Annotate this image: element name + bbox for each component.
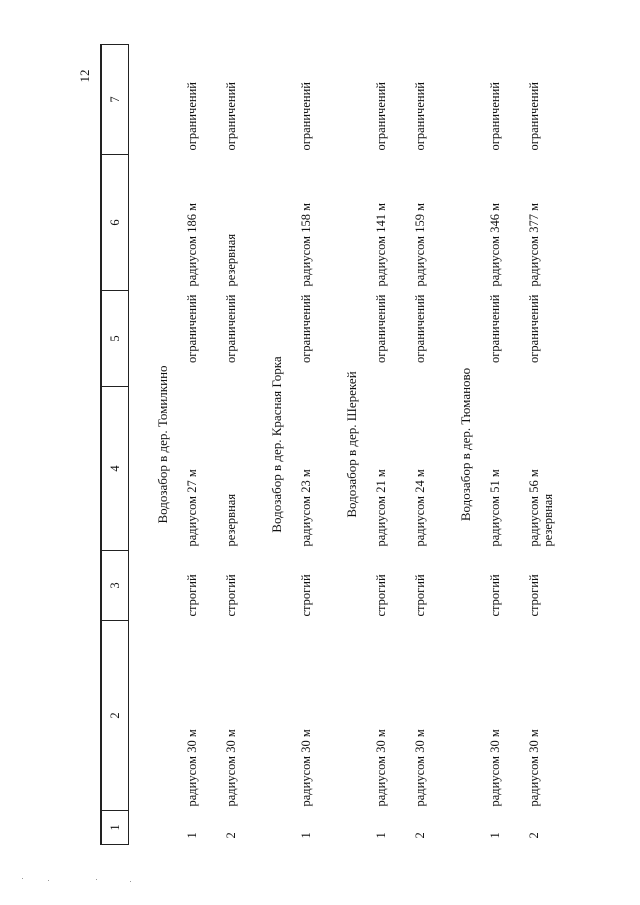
zone2-cell: резервная [224, 493, 238, 547]
regime2-cell: ограничений [299, 294, 313, 363]
header-col-7: 7 [101, 45, 129, 155]
header-col-1: 1 [101, 811, 129, 845]
belt-cell: строгий [374, 574, 388, 617]
zone3-cell: радиусом 158 м [299, 203, 313, 287]
zone3-cell: резервная [224, 233, 238, 287]
zone1-cell: радиусом 30 м [185, 729, 199, 807]
table-row [523, 45, 562, 845]
belt-cell: строгий [299, 574, 313, 617]
row-number: 2 [224, 832, 238, 839]
zone1-cell: радиусом 30 м [488, 729, 502, 807]
table-row [370, 45, 409, 845]
regime3-cell: ограничений [413, 82, 427, 151]
scan-speck [48, 880, 49, 881]
section-title-tyumanovo: Водозабор в дер. Тюманово [458, 367, 473, 522]
zone1-cell: радиусом 30 м [224, 729, 238, 807]
section-title-row [259, 45, 295, 845]
zone1-cell: радиусом 30 м [299, 729, 313, 807]
zone3-cell: радиусом 346 м [488, 203, 502, 287]
header-row [101, 45, 129, 845]
zone3-cell: радиусом 159 м [413, 203, 427, 287]
regime2-cell: ограничений [413, 294, 427, 363]
scan-speck [22, 878, 23, 879]
zone2-cell: радиусом 24 м [413, 469, 427, 547]
table-row [295, 45, 334, 845]
row-number: 1 [185, 832, 199, 839]
belt-cell: строгий [413, 574, 427, 617]
section-title-row [145, 45, 181, 845]
zone1-cell: радиусом 30 м [527, 729, 541, 807]
regime3-cell: ограничений [185, 82, 199, 151]
table-row [181, 45, 220, 845]
regime2-cell: ограничений [527, 294, 541, 363]
zone1-cell: радиусом 30 м [374, 729, 388, 807]
table-row [220, 45, 259, 845]
regime3-cell: ограничений [299, 82, 313, 151]
rotated-table-wrapper [100, 45, 555, 845]
regime2-cell: ограничений [374, 294, 388, 363]
section-title-sherekey: Водозабор в дер. Шерекей [344, 371, 359, 518]
header-col-5: 5 [101, 291, 129, 387]
scan-speck [96, 879, 97, 880]
table-row [484, 45, 523, 845]
header-col-2: 2 [101, 621, 129, 811]
section-title-row [334, 45, 370, 845]
regime3-cell: ограничений [224, 82, 238, 151]
zone2-cell: радиусом 21 м [374, 469, 388, 547]
zone2-reserve-note: резервная [541, 493, 555, 547]
regime2-cell: ограничений [488, 294, 502, 363]
zone3-cell: радиусом 141 м [374, 203, 388, 287]
belt-cell: строгий [185, 574, 199, 617]
belt-cell: строгий [527, 574, 541, 617]
zone3-cell: радиусом 377 м [527, 203, 541, 287]
zone3-cell: радиусом 186 м [185, 203, 199, 287]
zone2-cell: радиусом 23 м [299, 469, 313, 547]
zone2-cell: радиусом 27 м [185, 469, 199, 547]
section-title-row [448, 45, 484, 845]
table-row [409, 45, 448, 845]
row-number: 1 [299, 832, 313, 839]
header-col-3: 3 [101, 551, 129, 621]
belt-cell: строгий [224, 574, 238, 617]
page-number: 12 [77, 69, 92, 83]
section-title-krasnaya-gorka: Водозабор в дер. Красная Горка [269, 356, 284, 533]
zone2-cell [523, 387, 562, 551]
regime3-cell: ограничений [488, 82, 502, 151]
water-intake-table [100, 44, 562, 845]
row-number: 2 [413, 832, 427, 839]
regime3-cell: ограничений [374, 82, 388, 151]
zone2-radius: радиусом 56 м [527, 469, 541, 547]
header-col-4: 4 [101, 387, 129, 551]
regime2-cell: ограничений [185, 294, 199, 363]
row-number: 2 [527, 832, 541, 839]
header-col-6: 6 [101, 155, 129, 291]
belt-cell: строгий [488, 574, 502, 617]
regime2-cell: ограничений [224, 294, 238, 363]
zone1-cell: радиусом 30 м [413, 729, 427, 807]
row-number: 1 [374, 832, 388, 839]
regime3-cell: ограничений [527, 82, 541, 151]
row-number: 1 [488, 832, 502, 839]
zone2-cell: радиусом 51 м [488, 469, 502, 547]
section-title-tomilkino: Водозабор в дер. Томилкино [155, 365, 170, 524]
scan-speck [130, 881, 131, 882]
